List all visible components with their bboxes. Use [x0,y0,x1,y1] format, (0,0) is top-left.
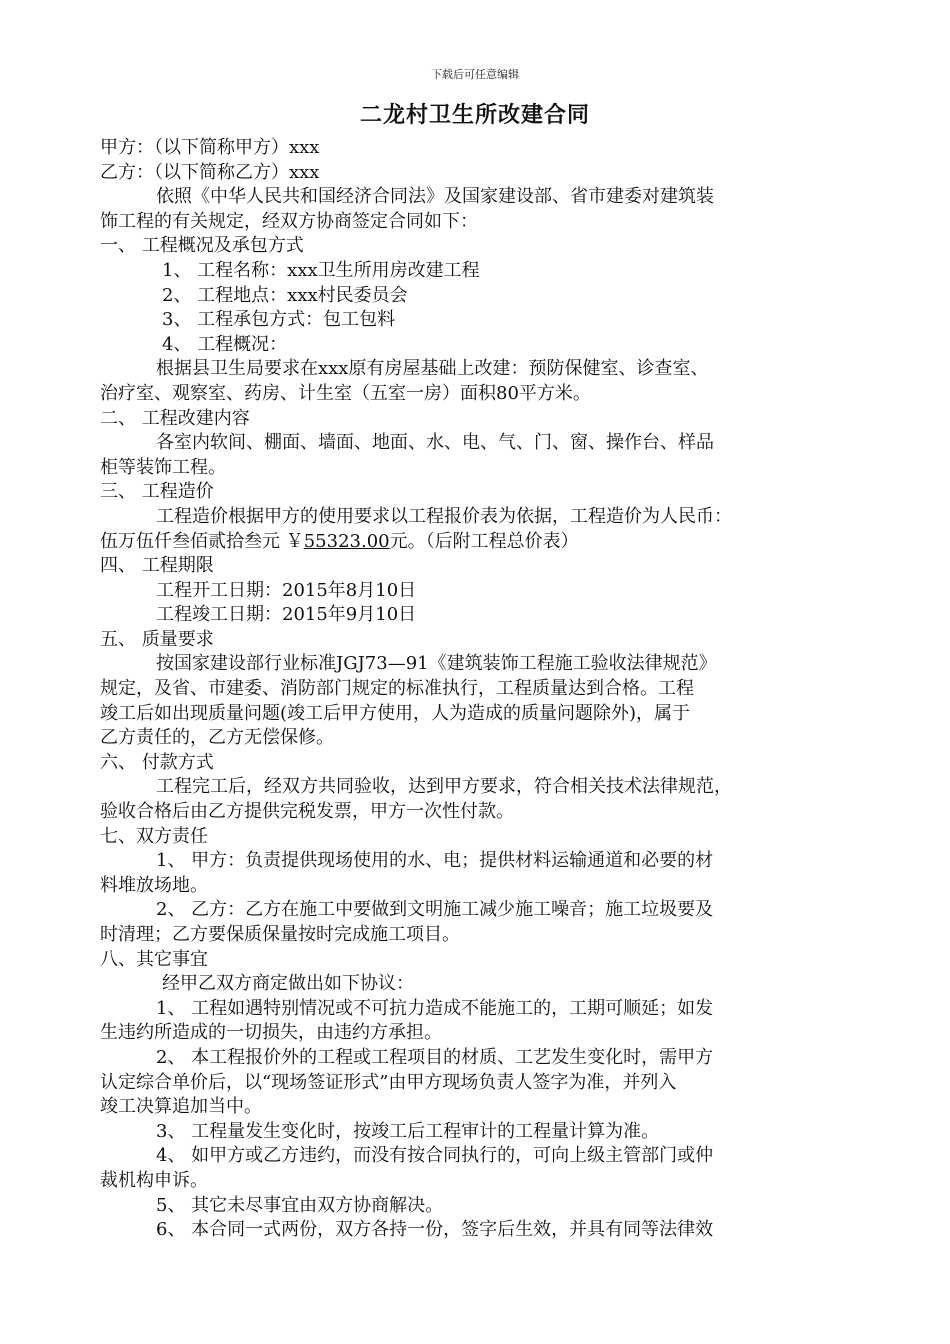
paragraph-line: 认定综合单价后，以“现场签证形式”由甲方现场负责人签字为准，并列入 [100,1071,677,1093]
list-item: 1、 工程名称：xxx卫生所用房改建工程 [162,259,480,281]
party-b-line: 乙方：（以下简称乙方）xxx [100,161,320,183]
section-heading: 七、双方责任 [100,825,208,847]
paragraph-line: 工程造价根据甲方的使用要求以工程报价表为依据，工程造价为人民币： [156,505,732,527]
section-heading: 五、 质量要求 [100,628,214,650]
list-item: 5、 其它未尽事宜由双方协商解决。 [156,1194,444,1216]
section-heading: 四、 工程期限 [100,555,214,577]
section-heading: 三、 工程造价 [100,481,214,503]
paragraph-line: 根据县卫生局要求在xxx原有房屋基础上改建：预防保健室、诊查室、 [156,358,709,380]
paragraph-line: 生违约所造成的一切损失，由违约方承担。 [100,1022,442,1044]
price-prefix: 伍万伍仟叁佰贰拾叁元 ￥ [100,530,304,552]
paragraph-line: 竣工后如出现质量问题(竣工后甲方使用，人为造成的质量问题除外)，属于 [100,702,691,724]
party-a-line: 甲方：（以下简称甲方）xxx [100,137,320,158]
list-item: 3、 工程量发生变化时，按竣工后工程审计的工程量计算为准。 [156,1120,660,1142]
paragraph-line: 竣工决算追加当中。 [100,1096,262,1118]
list-item: 3、 工程承包方式：包工包料 [162,309,396,331]
paragraph-line: 按国家建设部行业标准JGJ73—91《建筑装饰工程施工验收法律规范》 [156,653,717,675]
header-note: 下载后可任意编辑 [431,68,519,81]
paragraph-line: 时清理；乙方要保质保量按时完成施工项目。 [100,924,460,945]
price-amount: 55323.00 [303,530,390,552]
price-line [100,530,855,555]
paragraph-line: 治疗室、观察室、药房、计生室（五室一房）面积80平方米。 [100,382,591,404]
paragraph-line: 乙方责任的，乙方无偿保修。 [100,727,334,749]
paragraph-line: 经甲乙双方商定做出如下协议： [162,973,414,995]
list-item: 4、 如甲方或乙方违约，而没有按合同执行的，可向上级主管部门或仲 [156,1145,714,1167]
list-item: 2、 工程地点：xxx村民委员会 [162,284,408,306]
paragraph-line: 工程开工日期：2015年8月10日 [156,579,417,601]
paragraph-line: 验收合格后由乙方提供完税发票，甲方一次性付款。 [100,801,514,823]
preamble-line: 依照《中华人民共和国经济合同法》及国家建设部、省市建委对建筑装 [156,186,714,208]
list-item: 1、 甲方：负责提供现场使用的水、电；提供材料运输通道和必要的材 [156,850,714,872]
paragraph-line: 工程完工后，经双方共同验收，达到甲方要求，符合相关技术法律规范， [156,776,732,798]
list-item: 2、 乙方：乙方在施工中要做到文明施工减少施工噪音；施工垃圾要及 [156,899,714,921]
document-title: 二龙村卫生所改建合同 [359,102,590,128]
list-item: 4、 工程概况： [162,333,288,355]
list-item: 6、 本合同一式两份，双方各持一份，签字后生效，并具有同等法律效 [156,1219,714,1241]
paragraph-line: 柜等装饰工程。 [100,456,226,478]
paragraph-line: 料堆放场地。 [100,874,208,896]
section-heading: 一、 工程概况及承包方式 [100,235,304,257]
section-heading: 二、 工程改建内容 [100,407,250,429]
preamble-line: 饰工程的有关规定，经双方协商签定合同如下： [100,210,478,232]
list-item: 2、 本工程报价外的工程或工程项目的材质、工艺发生变化时，需甲方 [156,1046,714,1068]
paragraph-line: 各室内软间、棚面、墙面、地面、水、电、气、门、窗、操作台、样品 [156,432,714,454]
document-body [100,136,855,1243]
section-heading: 八、其它事宜 [100,948,208,970]
paragraph-line: 规定，及省、市建委、消防部门规定的标准执行，工程质量达到合格。工程 [100,678,694,700]
price-suffix: 元。（后附工程总价表） [389,530,579,552]
paragraph-line: 工程竣工日期：2015年9月10日 [156,604,417,626]
list-item: 1、 工程如遇特别情况或不可抗力造成不能施工的，工期可顺延；如发 [156,997,714,1019]
paragraph-line: 裁机构申诉。 [100,1169,208,1191]
section-heading: 六、 付款方式 [100,751,214,773]
